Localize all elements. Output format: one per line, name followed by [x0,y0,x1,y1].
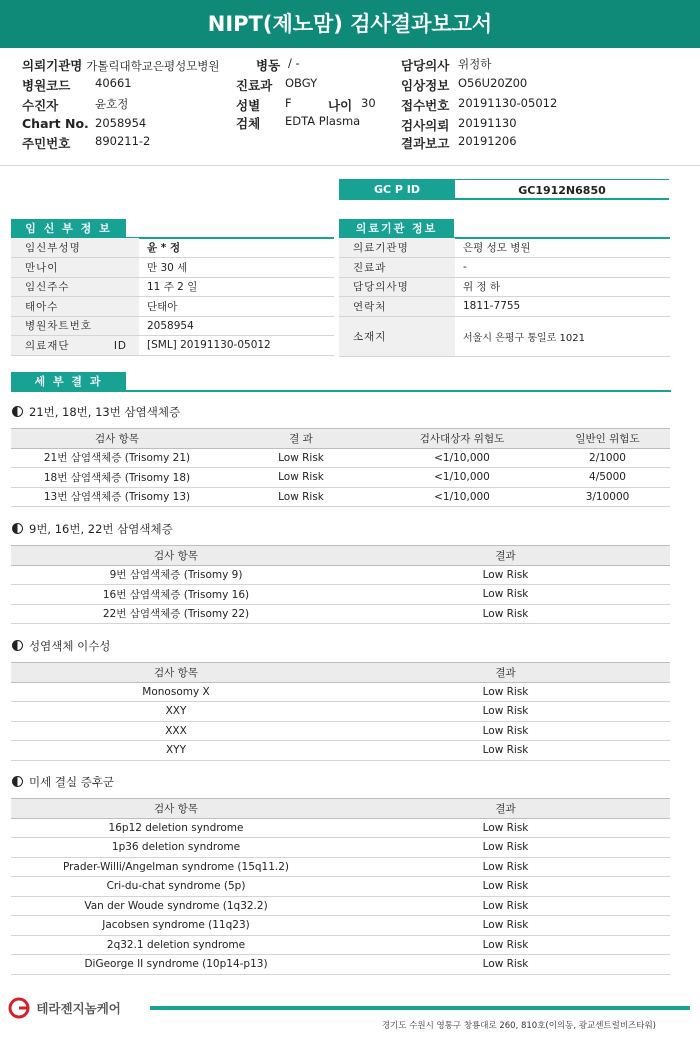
table-row [11,316,334,336]
result: Low Risk [341,741,670,761]
hospital-code-label: 병원코드 [22,78,71,93]
field-label: 의료기관명 [339,238,455,258]
result: Low Risk [341,721,670,741]
table-row [339,297,670,317]
chart-no-value: 2058954 [95,116,147,130]
table-row [11,702,670,722]
table-row [11,877,670,897]
test-item: 1p36 deletion syndrome [11,838,341,858]
half-circle-icon [12,523,23,534]
test-item: Prader-Willi/Angelman syndrome (15q11.2) [11,857,341,877]
subject-risk: <1/10,000 [379,448,545,468]
field-label: 의료재단 ID [11,336,139,356]
specimen-label: 검체 [236,116,261,131]
hospital-code-value: 40661 [95,76,132,90]
institution-info-title: 의료기관 정보 [339,219,454,238]
table-row [11,818,670,838]
field-value: [SML] 20191130-05012 [139,336,334,356]
table-row [11,585,670,605]
result: Low Risk [341,838,670,858]
field-value: 윤 * 정 [139,238,334,258]
table-row [11,741,670,761]
report-date-value: 20191206 [458,134,517,148]
table-row [11,682,670,702]
half-circle-icon [12,406,23,417]
test-item: DiGeorge II syndrome (10p14-p13) [11,955,341,975]
result: Low Risk [341,702,670,722]
field-label: 담당의사명 [339,277,455,297]
column-header: 검사대상자 위험도 [379,429,545,449]
test-item: 13번 삼염색체증 (Trisomy 13) [11,487,223,507]
subject-risk: <1/10,000 [379,487,545,507]
field-label: 임신주수 [11,277,139,297]
field-value: 2058954 [139,316,334,336]
field-label: 진료과 [339,258,455,278]
result: Low Risk [341,955,670,975]
result: Low Risk [341,857,670,877]
section4-heading [12,774,114,790]
sex-chromosome-table [11,662,670,761]
trisomy-main-table [11,428,670,507]
section2-title: 9번, 16번, 22번 삼염색체증 [29,522,173,536]
company-address: 경기도 수원시 영통구 창룡대로 260, 810호(이의동, 광교센트럴비즈타워) [381,1021,656,1031]
test-item: Jacobsen syndrome (11q23) [11,916,341,936]
table-row [11,468,670,488]
institution-value: 가톨릭대학교은평성모병원 [86,59,220,73]
clinical-info-label: 임상정보 [401,78,450,93]
column-header: 결과 [341,663,670,683]
sex-label: 성별 [236,98,261,113]
column-header: 결과 [341,799,670,819]
field-label: 만나이 [11,258,139,278]
request-date-label: 검사의뢰 [401,118,450,133]
result: Low Risk [341,682,670,702]
receipt-no-label: 접수번호 [401,98,450,113]
section1-heading [12,404,180,420]
chart-no-label: Chart No. [22,116,89,131]
field-label: 연락처 [339,297,455,317]
detail-results-line [11,390,671,392]
age-label: 나이 [328,98,353,113]
pregnant-info-table [11,238,334,356]
institution-info-table [339,238,670,357]
specimen-value: EDTA Plasma [285,114,361,128]
table-row [11,297,334,317]
sex-value: F [285,96,292,110]
ward-label: 병동 [256,58,281,73]
table-row [339,258,670,278]
result: Low Risk [341,585,670,605]
pregnant-info-title: 임 신 부 정 보 [11,219,126,238]
column-header: 검사 항목 [11,429,223,449]
table-header-row [11,546,670,566]
table-row [11,277,334,297]
microdeletion-table [11,798,670,975]
field-value: 위 정 하 [455,277,670,297]
result: Low Risk [223,468,379,488]
result: Low Risk [341,935,670,955]
column-header: 검사 항목 [11,546,341,566]
report-title: NIPT(제노맘) 검사결과보고서 [0,0,700,48]
table-row [11,448,670,468]
detail-results-title: 세 부 결 과 [11,372,126,391]
table-row [11,935,670,955]
patient-label: 수진자 [22,98,59,113]
clinical-info-value: O56U20Z00 [458,76,528,90]
result: Low Risk [341,877,670,897]
report-date-label: 결과보고 [401,136,450,151]
table-header-row [11,663,670,683]
field-label: 소재지 [339,316,455,356]
column-header: 검사 항목 [11,663,341,683]
column-header: 결과 [341,546,670,566]
header-divider [0,165,700,166]
test-item: 18번 삼염색체증 (Trisomy 18) [11,468,223,488]
table-row [339,316,670,356]
general-risk: 3/10000 [545,487,670,507]
test-item: XXY [11,702,341,722]
company-name: 테라젠지놈케어 [36,1001,121,1016]
column-header: 결 과 [223,429,379,449]
test-item: XYY [11,741,341,761]
section1-title: 21번, 18번, 13번 삼염색체증 [29,405,181,419]
test-item: XXX [11,721,341,741]
half-circle-icon [12,776,23,787]
field-value: - [455,258,670,278]
section3-heading [12,638,110,654]
result: Low Risk [341,565,670,585]
table-row [11,896,670,916]
table-row [11,565,670,585]
field-value: 단태아 [139,297,334,317]
section2-heading [12,521,173,537]
trisomy-rare-table [11,545,670,624]
table-row [11,857,670,877]
resident-no-value: 890211-2 [95,134,151,148]
general-risk: 2/1000 [545,448,670,468]
company-logo [8,997,121,1019]
test-item: 22번 삼염색체증 (Trisomy 22) [11,604,341,624]
test-item: 9번 삼염색체증 (Trisomy 9) [11,565,341,585]
doctor-label: 담당의사 [401,58,450,73]
general-risk: 4/5000 [545,468,670,488]
half-circle-icon [12,640,23,651]
resident-no-label: 주민번호 [22,136,71,151]
ward-value: / - [288,56,300,70]
field-value: 은평 성모 병원 [455,238,670,258]
test-item: Monosomy X [11,682,341,702]
result: Low Risk [223,487,379,507]
column-header: 검사 항목 [11,799,341,819]
table-row [11,955,670,975]
age-value: 30 [361,96,376,110]
table-row [11,238,334,258]
table-row [339,277,670,297]
logo-mark-icon [8,997,32,1019]
table-row [11,838,670,858]
column-header: 일반인 위험도 [545,429,670,449]
test-item: 16번 삼염색체증 (Trisomy 16) [11,585,341,605]
doctor-value: 위정하 [458,57,492,71]
table-row [11,721,670,741]
gcp-id-label: GC P ID [339,179,455,200]
field-value: 서울시 은평구 통일로 1021 [455,316,670,356]
table-row [11,258,334,278]
test-item: 2q32.1 deletion syndrome [11,935,341,955]
field-value: 만 30 세 [139,258,334,278]
patient-value: 윤호정 [95,97,129,111]
test-item: 16p12 deletion syndrome [11,818,341,838]
dept-value: OBGY [285,76,318,90]
test-item: 21번 삼염색체증 (Trisomy 21) [11,448,223,468]
field-value: 1811-7755 [455,297,670,317]
field-label: 임신부성명 [11,238,139,258]
table-row [11,487,670,507]
request-date-value: 20191130 [458,116,517,130]
table-row [11,916,670,936]
field-label: 병원차트번호 [11,316,139,336]
test-item: Cri-du-chat syndrome (5p) [11,877,341,897]
subject-risk: <1/10,000 [379,468,545,488]
result: Low Risk [341,604,670,624]
table-row [11,604,670,624]
section3-title: 성염색체 이수성 [29,639,111,653]
result: Low Risk [341,896,670,916]
result: Low Risk [341,818,670,838]
institution-label: 의뢰기관명 [22,58,83,73]
dept-label: 진료과 [236,78,273,93]
section4-title: 미세 결실 증후군 [29,775,115,789]
result: Low Risk [223,448,379,468]
field-value: 11 주 2 일 [139,277,334,297]
result: Low Risk [341,916,670,936]
gcp-id-value: GC1912N6850 [455,179,669,200]
footer-line [150,1006,690,1010]
field-label: 태아수 [11,297,139,317]
table-row [339,238,670,258]
table-row [11,336,334,356]
receipt-no-value: 20191130-05012 [458,96,558,110]
test-item: Van der Woude syndrome (1q32.2) [11,896,341,916]
table-header-row [11,429,670,449]
table-header-row [11,799,670,819]
